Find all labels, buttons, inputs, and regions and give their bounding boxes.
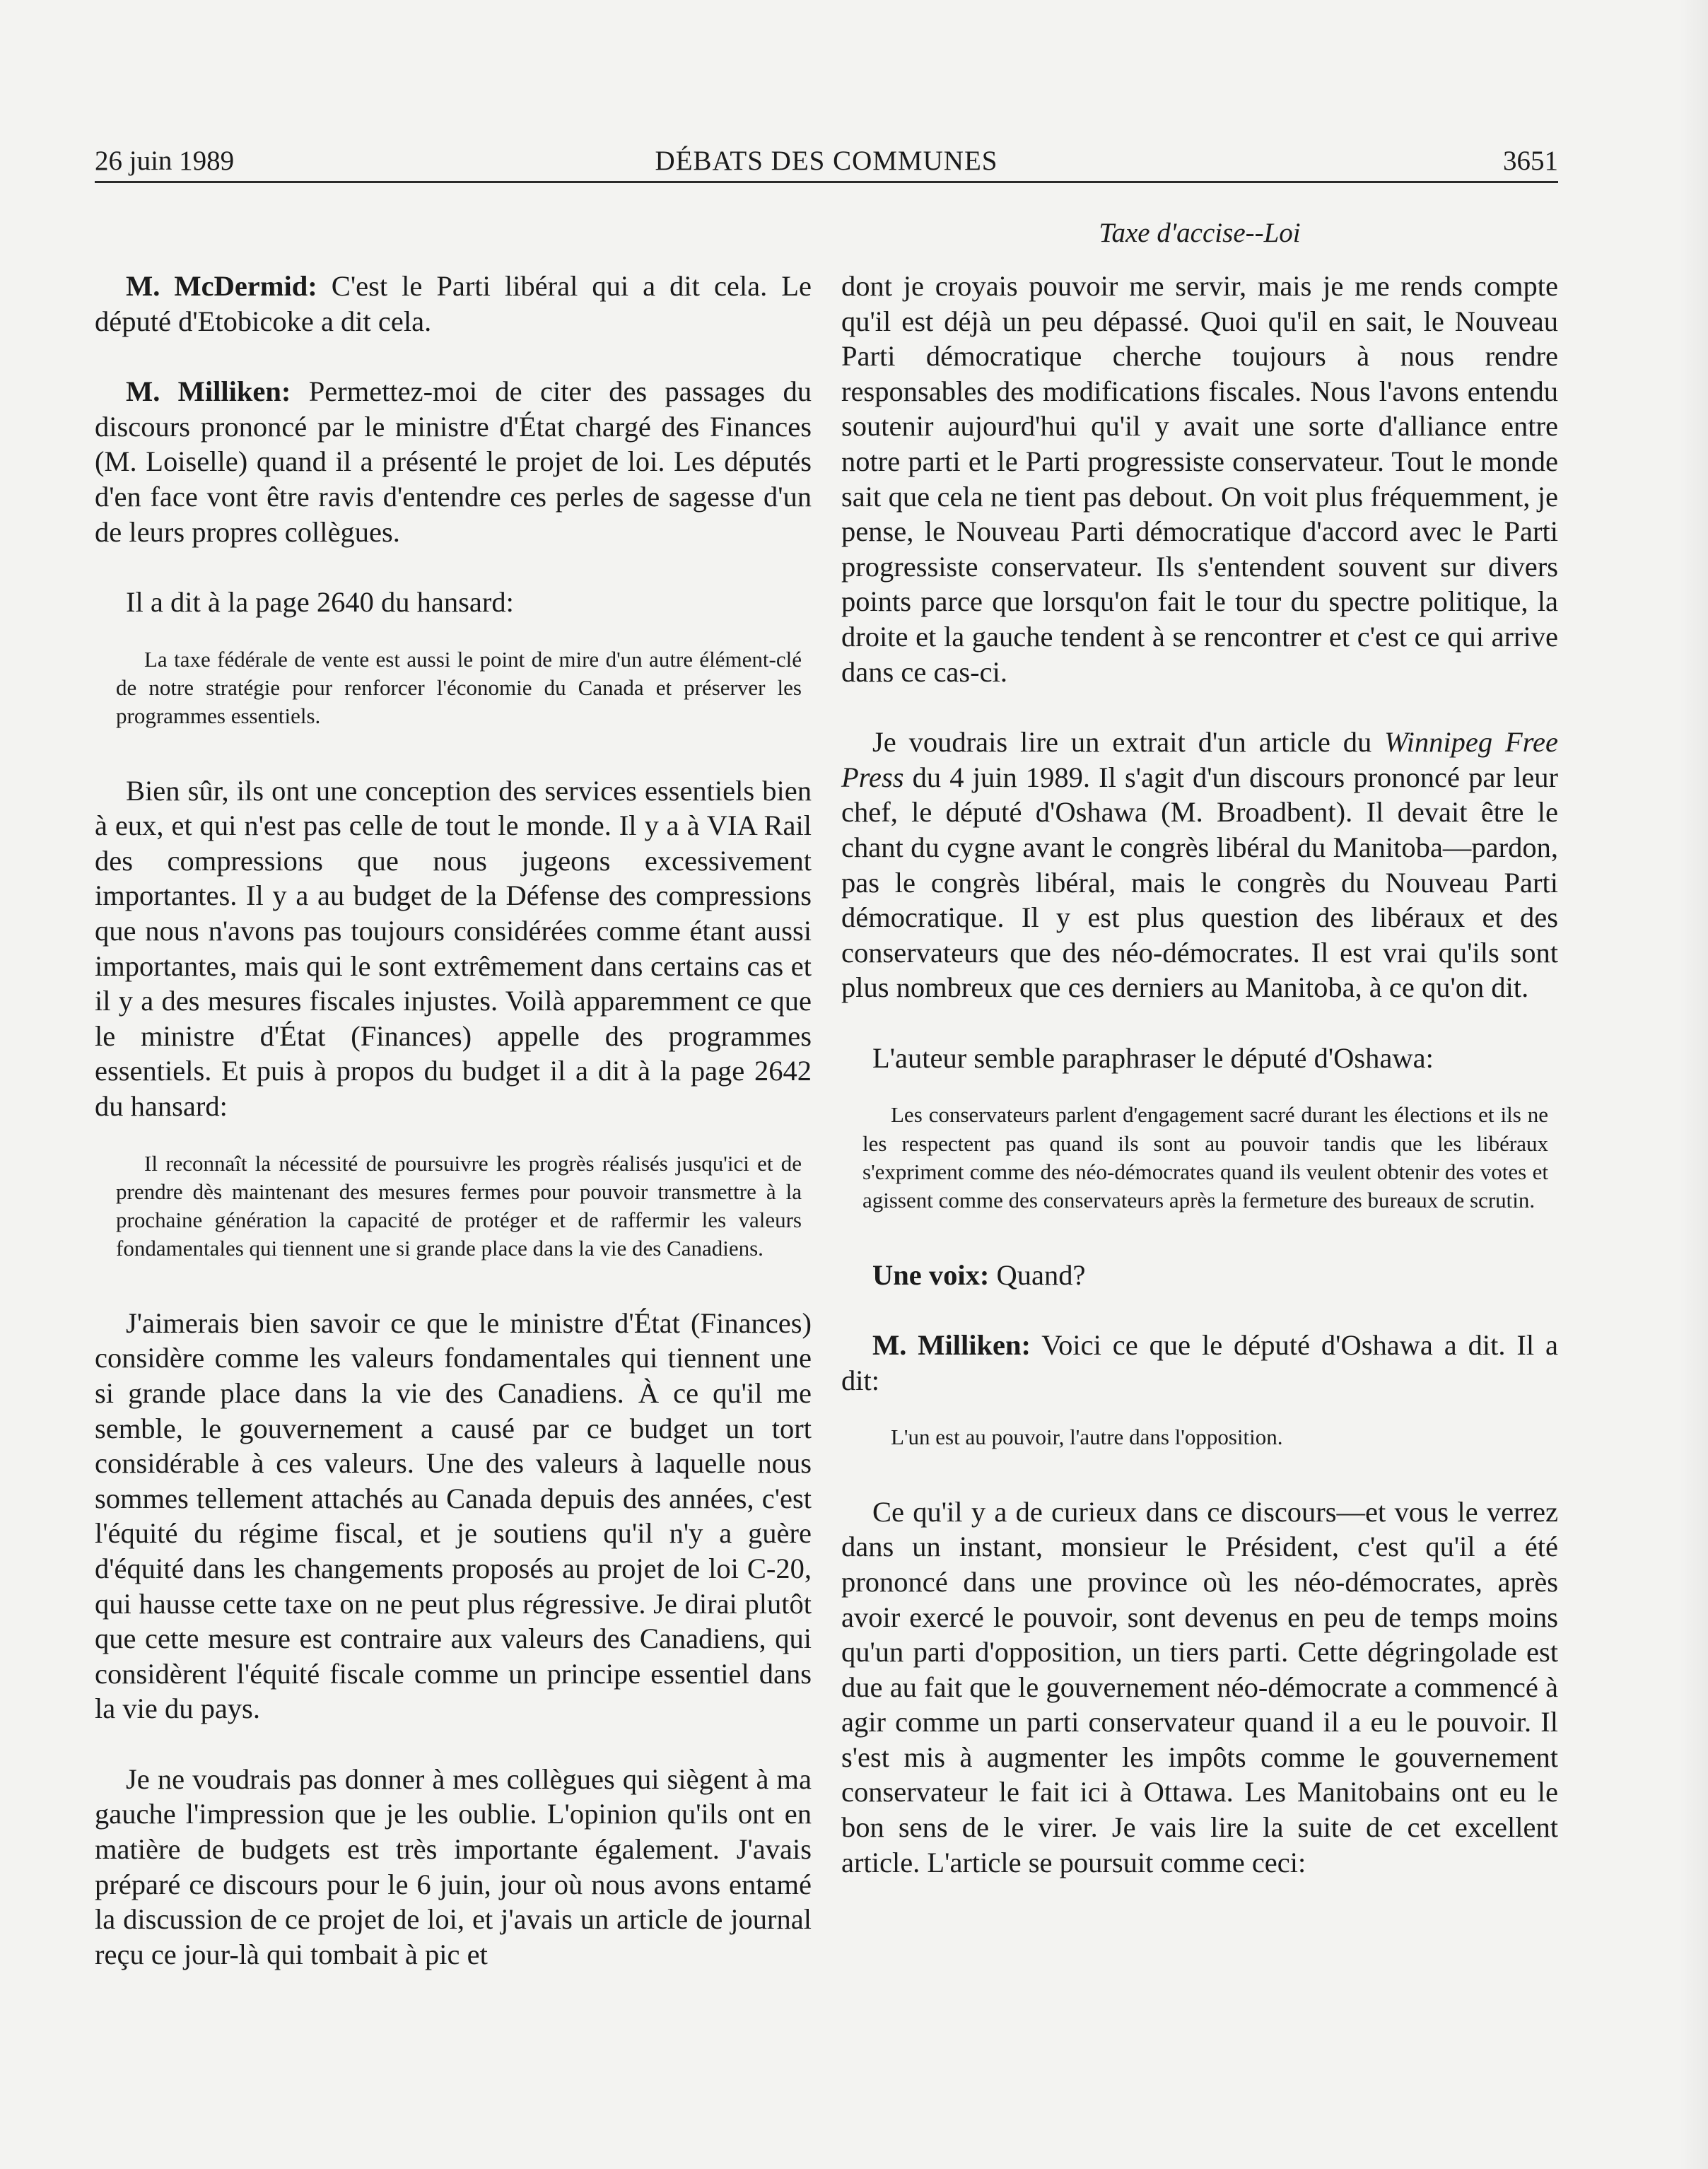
paragraph: J'aimerais bien savoir ce que le ministre d'État (Finances) considère comme les valeurs fondamentales qui tiennent une si grande place dans la vie des Canadiens. À ce qu'il me semble, le gouvernement a causé par ce budget un tort considérable à ces valeurs. Une des valeurs à laquelle nous sommes tellement attachés au Canada depuis des années, c'est l'équité du régime fiscal, et je soutiens qu'il n'y a guère d'équité dans les changements proposés au projet de loi C-20, qui hausse cette taxe on ne peut plus régressive. Je dirai plutôt que cette mesure est contraire aux valeurs des Canadiens, qui considèrent l'équité fiscale comme un principe essentiel dans la vie du pays. — [95, 1306, 812, 1725]
paragraph: L'auteur semble paraphraser le député d'Oshawa: — [872, 1041, 1434, 1074]
paragraph: Ce qu'il y a de curieux dans ce discours—et vous le verrez dans un instant, monsieur le Président, c'est qu'il a été prononcé dans une province où les néo-démocrates, après avoir exercé le pouvoir, sont devenus en peu de temps moins qu'un parti d'opposition, un tiers parti. Cette dégringolade est due au fait que le gouvernement néo-démocrate a commencé à agir comme un parti conservateur quand il a eu le pouvoir. Il s'est mis à augmenter les impôts comme le gouvernement conservateur le fait ici à Ottawa. Les Manitobains ont eu le bon sens de le virer. Je vais lire la suite de cet excellent article. L'article se poursuit comme ceci: — [841, 1495, 1558, 1878]
speaker-name: M. McDermid: — [126, 270, 317, 302]
speech-text: Quand? — [989, 1258, 1086, 1291]
header-journal-title: DÉBATS DES COMMUNES — [655, 146, 998, 176]
speaker-name: M. Milliken: — [872, 1329, 1031, 1362]
paragraph — [841, 1258, 1558, 1293]
block-quote: Les conservateurs parlent d'engagement sacré durant les élections et ils ne les respectent pas quand ils sont au pouvoir tandis que les libéraux s'expriment comme des néo-démocrates quand ils veulent obtenir des votes et agissent comme des conservateurs après la fermeture des bureaux de scrutin. — [862, 1102, 1548, 1213]
left-column — [95, 269, 812, 2007]
paragraph — [95, 374, 812, 549]
speaker-name: M. Milliken: — [126, 375, 291, 408]
speech-text: Permettez-moi de citer des passages du discours prononcé par le ministre d'État chargé des Finances (M. Loiselle) quand il a présenté le projet de loi. Les députés d'en face vont être ravis d'entendre ces perles de sagesse d'un de leurs propres collègues. — [95, 375, 812, 548]
running-header — [95, 139, 1558, 184]
speech-text: C'est le Parti libéral qui a dit cela. Le député d'Etobicoke a dit cela. — [95, 270, 812, 337]
speaker-name: Une voix: — [872, 1258, 990, 1291]
speech-text: du 4 juin 1989. Il s'agit d'un discours prononcé par leur chef, le député d'Oshawa (M. Broadbent). Il devait être le chant du cygne avant le congrès libéral du Manitoba—pardon, pas le congrès libéral, mais le congrès du Nouveau Parti démocratique. Il y est plus question des libéraux et des conservateurs que des néo-démocrates. Il est vrai qu'ils sont plus nombreux que ces derniers au Manitoba, à ce qu'on dit. — [841, 761, 1558, 1004]
header-rule — [95, 181, 1558, 183]
block-quote: L'un est au pouvoir, l'autre dans l'opposition. — [891, 1425, 1283, 1450]
paragraph — [95, 269, 812, 339]
page-edge-shadow — [1680, 0, 1708, 2169]
newspaper-title: Winnipeg Free Press — [841, 726, 1559, 793]
speech-text: Voici ce que le député d'Oshawa a dit. Il a dit: — [841, 1329, 1558, 1396]
paragraph-continued: dont je croyais pouvoir me servir, mais je me rends compte qu'il est déjà un peu dépassé. Quoi qu'il en sait, le Nouveau Parti démocratique cherche toujours à nous rendre responsables des modifications fiscales. Nous l'avons entendu soutenir aujourd'hui qu'il y avait une sorte d'alliance entre notre parti et le Parti progressiste conservateur. Tout le monde sait que cela ne tient pas debout. On voit plus fréquemment, je pense, le Nouveau Parti démocratique d'accord avec le Parti progressiste conservateur. Ils s'entendent souvent sur divers points parce que lorsqu'on fait le tour du spectre politique, la droite et la gauche tendent à se rencontrer et c'est ce qui arrive dans ce cas-ci. — [841, 270, 1558, 688]
header-date: 26 juin 1989 — [95, 146, 235, 176]
paragraph — [841, 1328, 1558, 1398]
paragraph — [841, 725, 1558, 1005]
right-column — [841, 269, 1558, 1915]
header-page-number: 3651 — [1503, 146, 1558, 176]
paragraph: Il a dit à la page 2640 du hansard: — [126, 586, 514, 619]
section-title: Taxe d'accise--Loi — [1099, 218, 1301, 248]
paragraph: Je ne voudrais pas donner à mes collègues qui siègent à ma gauche l'impression que je les oublie. L'opinion qu'ils ont en matière de budgets est très importante également. J'avais préparé ce discours pour le 6 juin, jour où nous avons entamé la discussion de ce projet de loi, et j'avais un article de journal reçu ce jour-là qui tombait à pic et — [95, 1762, 812, 1970]
block-quote: Il reconnaît la nécessité de poursuivre les progrès réalisés jusqu'ici et de prendre dès maintenant des mesures fermes pour pouvoir transmettre à la prochaine génération la capacité de protéger et de raffermir les valeurs fondamentales qui tiennent une si grande place dans la vie des Canadiens. — [116, 1150, 802, 1261]
block-quote: La taxe fédérale de vente est aussi le point de mire d'un autre élément-clé de notre stratégie pour renforcer l'économie du Canada et préserver les programmes essentiels. — [116, 646, 802, 729]
speech-text: Je voudrais lire un extrait d'un article du — [872, 726, 1385, 759]
paragraph: Bien sûr, ils ont une conception des services essentiels bien à eux, et qui n'est pas celle de tout le monde. Il y a à VIA Rail des compressions que nous jugeons excessivement importantes. Il y a au budget de la Défense des compressions que nous n'avons pas toujours considérées comme étant aussi importantes, mais qui le sont extrêmement dans certains cas et il y a des mesures fiscales injustes. Voilà apparemment ce que le ministre d'État (Finances) appelle des programmes essentiels. Et puis à propos du budget il a dit à la page 2642 du hansard: — [95, 774, 812, 1122]
